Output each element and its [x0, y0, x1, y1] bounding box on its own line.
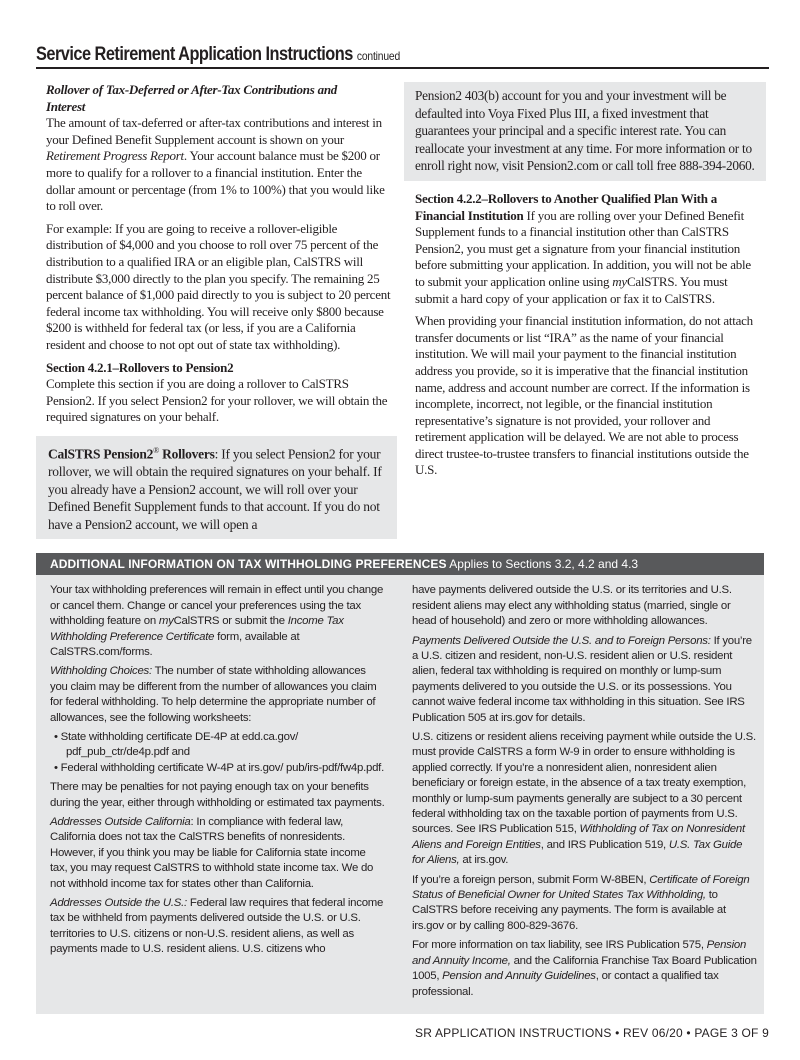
- text: : In compliance with federal law, California does not tax the CalSTRS benefits of nonresidents. However, if you think you may be liable for California state income tax, you may request CalSTRS to withhold state income tax. We do not withhold income tax for states other than California.: [50, 816, 374, 890]
- list-item: • Federal withholding certificate W-4P at irs.gov/ pub/irs-pdf/fw4p.pdf.: [54, 761, 384, 774]
- box-heading: CalSTRS Pension2: [48, 446, 154, 462]
- tax-paragraph: There may be penalties for not paying enough tax on your benefits during the year, either through withholding or estimated tax payments.: [50, 781, 385, 809]
- tax-left-column: [50, 583, 385, 1004]
- report-name: Retirement Progress Report: [46, 148, 184, 164]
- text: at irs.gov.: [459, 854, 509, 867]
- title-text: Service Retirement Application Instructions: [36, 44, 353, 65]
- text: , and IRS Publication 519,: [540, 838, 669, 851]
- text: The number of state withholding allowances you claim may be different from the number of allowances you claim for federal withholding. To help determine the appropriate number of allowances, see the following worksheets:: [50, 665, 377, 724]
- tax-paragraph: [50, 583, 385, 660]
- text: If you’re a foreign person, submit Form W-8BEN,: [412, 873, 650, 886]
- tax-paragraph: [50, 664, 385, 726]
- tax-section-box: [36, 575, 764, 1014]
- tax-paragraph: [412, 938, 757, 1000]
- tax-paragraph: [412, 634, 757, 726]
- right-column: [404, 191, 766, 479]
- text: CalSTRS or submit the: [173, 615, 288, 628]
- text: Pension and Annuity Income,: [412, 939, 747, 967]
- tax-header-subtitle: Applies to Sections 3.2, 4.2 and 4.3: [449, 557, 639, 572]
- list-item: • State withholding certificate DE-4P at edd.ca.gov/ pdf_pub_ctr/de4p.pdf and: [54, 731, 299, 759]
- tax-header-title: ADDITIONAL INFORMATION ON TAX WITHHOLDING PREFERENCES: [50, 557, 447, 572]
- tax-paragraph: [50, 815, 385, 892]
- text: Addresses Outside California: [50, 816, 191, 829]
- text: U.S. Tax Guide for Aliens,: [412, 838, 743, 867]
- text: . Your account balance must be $200 or more to qualify for a rollover to a financial institution. Enter the dollar amount or percentage (from 1% to 100%) that you would like to roll over.: [46, 148, 385, 214]
- text: Federal withholding certificate W-4P at irs.gov/ pub/irs-pdf/fw4p.pdf.: [60, 761, 384, 774]
- registered-mark: ®: [153, 445, 159, 455]
- text: and the California Franchise Tax Board Publication 1005,: [412, 954, 757, 983]
- section-421-heading: Section 4.2.1–Rollovers to Pension2: [46, 359, 234, 375]
- text: The amount of tax-deferred or after-tax contributions and interest in your Defined Benefit Supplement account is shown on your: [46, 115, 382, 147]
- text: Your tax withholding preferences will remain in effect until you change or cancel them. Change or cancel your preferences using the tax withholding feature on: [50, 584, 384, 628]
- text: Addresses Outside the U.S.:: [50, 897, 187, 910]
- text: Certificate of Foreign Status of Beneficial Owner for United States Tax Withholding,: [412, 873, 750, 902]
- text: If you are rolling over your Defined Benefit Supplement funds to a financial institution other than CalSTRS Pension2, you must get a signature from your financial institution before submitting your application. In addition, you will not be able to submit your application online using: [415, 207, 751, 289]
- page-footer: SR APPLICATION INSTRUCTIONS • REV 06/20 • PAGE 3 OF 9: [415, 1025, 769, 1040]
- upper-section: [36, 82, 766, 539]
- page-title: [36, 44, 666, 67]
- rollover-heading: Rollover of Tax-Deferred or After-Tax Contributions and Interest: [46, 82, 338, 114]
- text: to CalSTRS before receiving any payments. The form is available at irs.gov or by calling 800-829-3676.: [412, 889, 726, 932]
- tax-right-column: [412, 583, 757, 1004]
- box-text: Pension2 403(b) account for you and your investment will be defaulted into Voya Fixed Plus III, a fixed investment that guarantees your principal and a specific interest rate. You can reallocate your investment at any time. For more information or to enroll right now, visit Pension2.com or call toll free 888-394-2060.: [415, 88, 755, 174]
- text: , or contact a qualified tax professional.: [412, 970, 719, 998]
- text: State withholding certificate DE-4P at edd.ca.gov/ pdf_pub_ctr/de4p.pdf and: [60, 731, 299, 759]
- text: my: [612, 273, 627, 289]
- tax-paragraph: [412, 730, 757, 869]
- pension2-box: [36, 436, 397, 539]
- text: Federal law requires that federal income tax be withheld from payments delivered outside the U.S. or U.S. territories to U.S. citizens or non-U.S. resident aliens, as well as payments made to U.S. resident aliens. U.S. citizens who: [50, 897, 384, 956]
- tax-section-header: [36, 553, 764, 575]
- text: Withholding of Tax on Nonresident Aliens and Foreign Entities: [412, 823, 745, 851]
- text: Income Tax Withholding Preference Certificate: [50, 615, 344, 643]
- tax-paragraph: [412, 873, 757, 935]
- title-rule: [36, 67, 769, 69]
- text: For more information on tax liability, see IRS Publication 575,: [412, 939, 707, 952]
- text: Payments Delivered Outside the U.S. and to Foreign Persons:: [412, 634, 711, 647]
- financial-info-paragraph: When providing your financial institution information, do not attach transfer documents or list “IRA” as the name of your financial institution. We will mail your payment to the financial institution address you provide, so it is imperative that the financial institution name, address and account number are correct. If the information is incomplete, incorrect, not legible, or the financial institution representative’s signature is not provided, your rollover and retirement application will be delayed. We are not able to process direct trustee-to-trustee transfers to financial institutions outside the U.S.: [415, 313, 753, 478]
- tax-paragraph: [50, 896, 385, 958]
- text: form, available at CalSTRS.com/forms.: [50, 630, 300, 658]
- text: If you’re a U.S. citizen and resident, non-U.S. resident alien or U.S. resident alien, federal tax withholding is required on monthly or lump-sum payments delivered to you outside the U.S. or its possessions. You cannot waive federal income tax withholding in this situation. See IRS Publication 505 at irs.gov for details.: [412, 634, 752, 724]
- text: Pension and Annuity Guidelines: [442, 970, 596, 983]
- section-422-heading: Section 4.2.2–Rollovers to Another Qualified Plan With a Financial Institution: [415, 190, 717, 223]
- rollover-paragraph: [46, 115, 391, 215]
- example-paragraph: For example: If you are going to receive a rollover-eligible distribution of $4,000 and you choose to roll over 75 percent of the distribution to a qualified IRA or an eligible plan, CalSTRS will distribute $3,000 directly to the plan you specify. The remaining 25 percent balance of $1,000 paid directly to you is subject to 20 percent federal income tax withholding. You will receive only $800 because $200 is withheld for federal tax (or less, if you are a California resident and choose to not opt out of state tax withholding).: [46, 220, 391, 352]
- box-heading: Rollovers: [158, 446, 215, 462]
- left-column: [36, 82, 397, 426]
- section-421-text: Complete this section if you are doing a rollover to CalSTRS Pension2. If you select Pension2 for your rollover, we will obtain the required signatures on your behalf.: [46, 376, 388, 425]
- section-422-paragraph: [415, 191, 757, 307]
- text: CalSTRS. You must submit a hard copy of your application or fax it to CalSTRS.: [415, 273, 728, 306]
- worksheet-list: [50, 730, 385, 776]
- continued-label: continued: [356, 49, 401, 63]
- text: U.S. citizens or resident aliens receiving payment while outside the U.S. must provide CalSTRS a form W-9 in order to ensure withholding is applied correctly. If you’re a nonresident alien, nonresident alien beneficiary or foreign estate, in the absence of a tax treaty exemption, monthly or lump-sum payments generally are subject to a 30 percent federal withholding tax on the taxable portion of payments from U.S. sources. See IRS Publication 515,: [412, 731, 756, 836]
- pension2-box-continued: [404, 82, 766, 181]
- left-column-wrapper: [36, 82, 397, 539]
- box-text: : If you select Pension2 for your rollover, we will obtain the required signatures on your behalf. If you already have a Pension2 account, we will roll over your Defined Benefit Supplement funds to that account. If you do not have a Pension2 account, we will open a: [48, 446, 382, 532]
- text: Withholding Choices:: [50, 665, 152, 678]
- text: my: [158, 615, 174, 628]
- tax-paragraph: have payments delivered outside the U.S. or its territories and U.S. resident aliens may elect any withholding status (married, single or head of household) and zero or more withholding allowances.: [412, 584, 732, 628]
- right-column-wrapper: [404, 82, 766, 539]
